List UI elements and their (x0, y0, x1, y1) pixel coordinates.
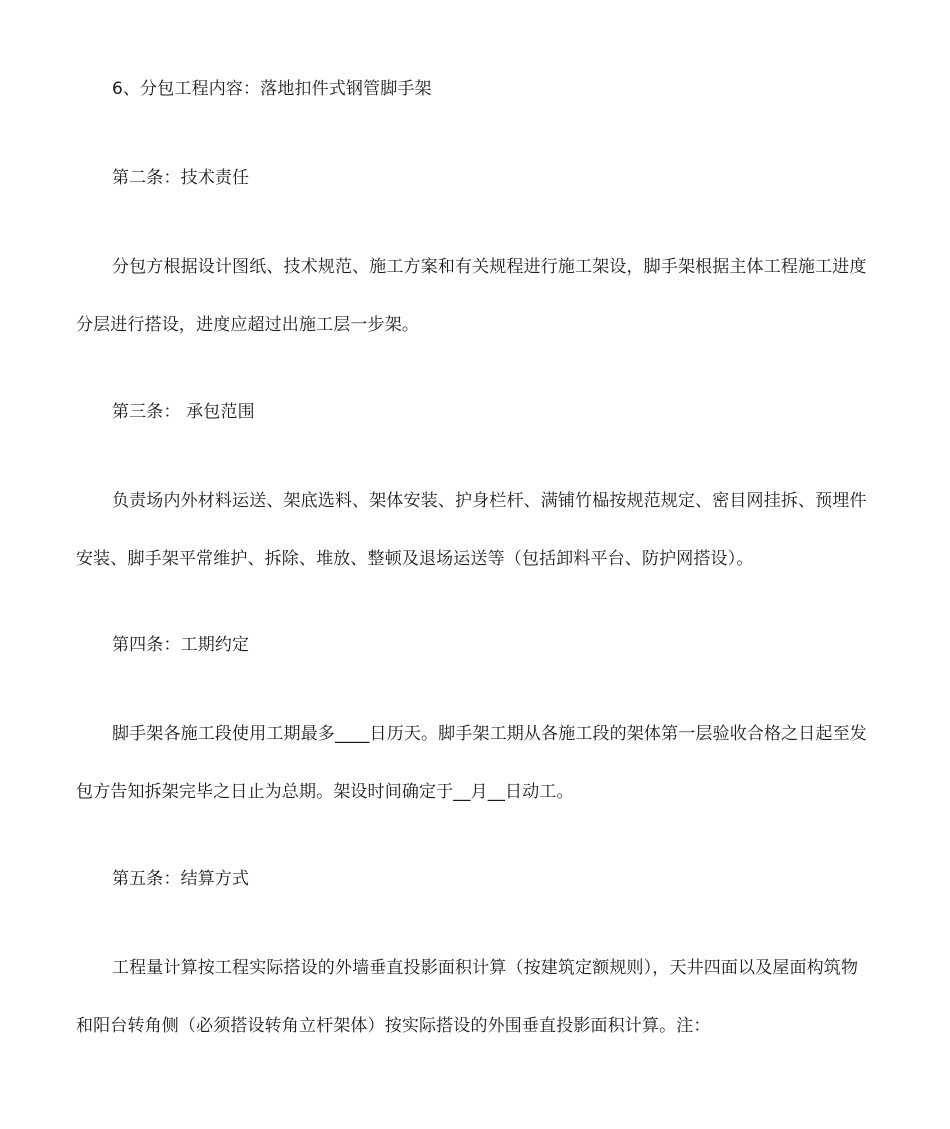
document-page (76, 0, 874, 1129)
paragraph-technical-responsibility: 分包方根据设计图纸、技术规范、施工方案和有关规程进行施工架设，脚手架根据主体工程施工进度分层进行搭设，进度应超过出施工层一步架。 (76, 257, 867, 335)
heading-article-2: 第二条：技术责任 (112, 168, 250, 188)
heading-article-5: 第五条：结算方式 (112, 869, 250, 889)
clause-subcontract-content: 6、分包工程内容：落地扣件式钢管脚手架 (112, 79, 432, 99)
paragraph-contract-scope: 负责场内外材料运送、架底选料、架体安装、护身栏杆、满铺竹榀按规范规定、密目网挂拆、预埋件安装、脚手架平常维护、拆除、堆放、整顿及退场运送等（包括卸料平台、防护网搭设）。 (76, 491, 867, 569)
heading-article-3: 第三条： 承包范围 (112, 402, 255, 422)
paragraph-schedule: 脚手架各施工段使用工期最多____日历天。脚手架工期从各施工段的架体第一层验收合格之日起至发包方告知拆架完毕之日止为总期。架设时间确定于__月__日动工。 (76, 724, 867, 802)
heading-article-4: 第四条：工期约定 (112, 635, 250, 655)
paragraph-settlement-method: 工程量计算按工程实际搭设的外墙垂直投影面积计算（按建筑定额规则），天井四面以及屋面构筑物和阳台转角侧（必须搭设转角立杆架体）按实际搭设的外围垂直投影面积计算。注： (76, 958, 859, 1036)
